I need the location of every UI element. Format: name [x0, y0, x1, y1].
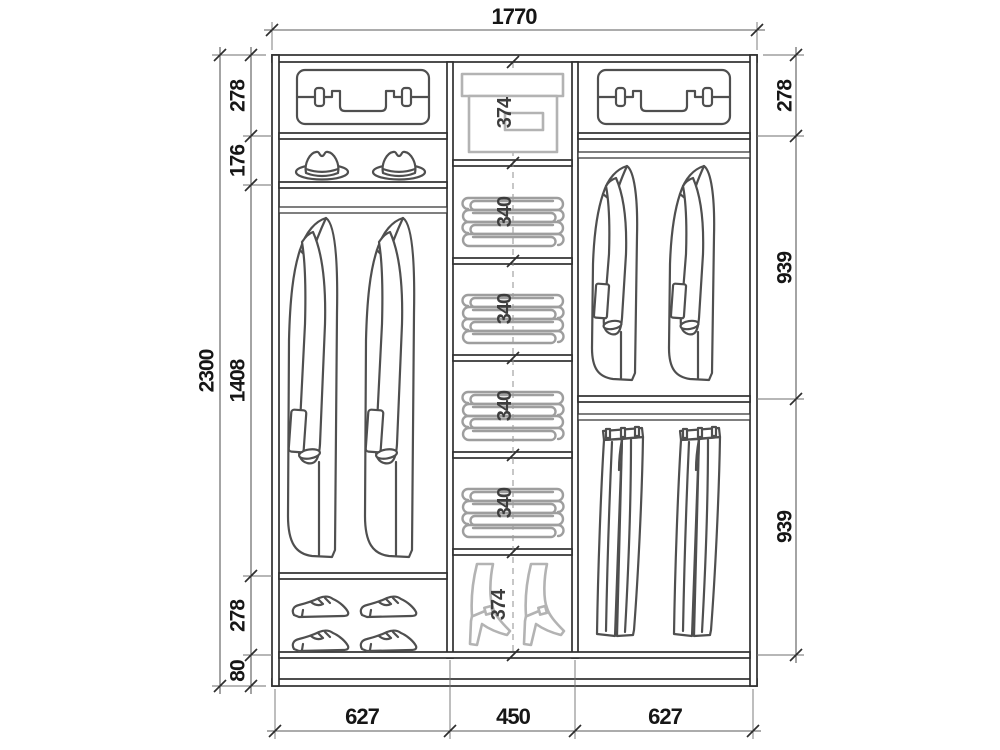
long-coat-icon — [288, 218, 337, 557]
shoe-icon — [361, 597, 416, 617]
hanging-rod-right-top — [578, 152, 750, 158]
dim-right-upper-section: 939 — [773, 251, 797, 285]
trousers-icon — [597, 427, 643, 636]
hanging-rod-left — [279, 207, 447, 213]
boot-icon — [524, 564, 564, 645]
dim-center-boot-shelf: 374 — [488, 589, 510, 621]
dim-left-hanging: 1408 — [226, 359, 250, 403]
suit-jacket-icon — [592, 166, 637, 380]
divider-left — [447, 62, 453, 658]
dim-center-shelf3: 340 — [494, 390, 516, 422]
bottom-panel — [272, 679, 757, 686]
dim-left-top-shelf: 278 — [226, 79, 250, 113]
shoe-icon — [361, 631, 416, 651]
dim-right-lower-section: 939 — [773, 510, 797, 544]
dim-left-plinth: 80 — [226, 660, 250, 682]
dim-bottom-right: 627 — [648, 704, 682, 729]
shelf-left-3 — [279, 573, 447, 579]
dim-center-shelf2: 340 — [494, 293, 516, 325]
divider-right — [572, 62, 578, 658]
hanging-rod-right-bottom — [578, 414, 750, 420]
dim-left-shoe-shelf: 278 — [226, 599, 250, 633]
dim-bottom-center: 450 — [496, 704, 530, 729]
shoe-icon — [293, 631, 348, 651]
long-coat-icon — [365, 218, 414, 557]
suit-jacket-icon — [669, 166, 714, 380]
suitcase-icon — [297, 70, 429, 124]
shelf-left-2 — [279, 182, 447, 188]
hat-icon — [373, 152, 425, 180]
dim-right-top-shelf: 278 — [773, 79, 797, 113]
dim-center-shelf1: 340 — [494, 196, 516, 228]
dim-total-width: 1770 — [491, 4, 537, 29]
dim-bottom-left: 627 — [345, 704, 379, 729]
shelf-right-1 — [578, 133, 750, 139]
left-wall — [272, 55, 279, 686]
trousers-icon — [674, 427, 720, 636]
dim-center-box-shelf: 374 — [494, 97, 516, 129]
right-wall — [750, 55, 757, 686]
shoe-icon — [293, 597, 348, 617]
dim-total-height: 2300 — [195, 349, 219, 393]
dim-center-shelf4: 340 — [494, 487, 516, 519]
shelf-right-2 — [578, 396, 750, 402]
suitcase-icon — [598, 70, 730, 124]
shelf-left-1 — [279, 133, 447, 139]
hat-icon — [296, 152, 348, 180]
dim-left-hat-shelf: 176 — [226, 144, 250, 178]
